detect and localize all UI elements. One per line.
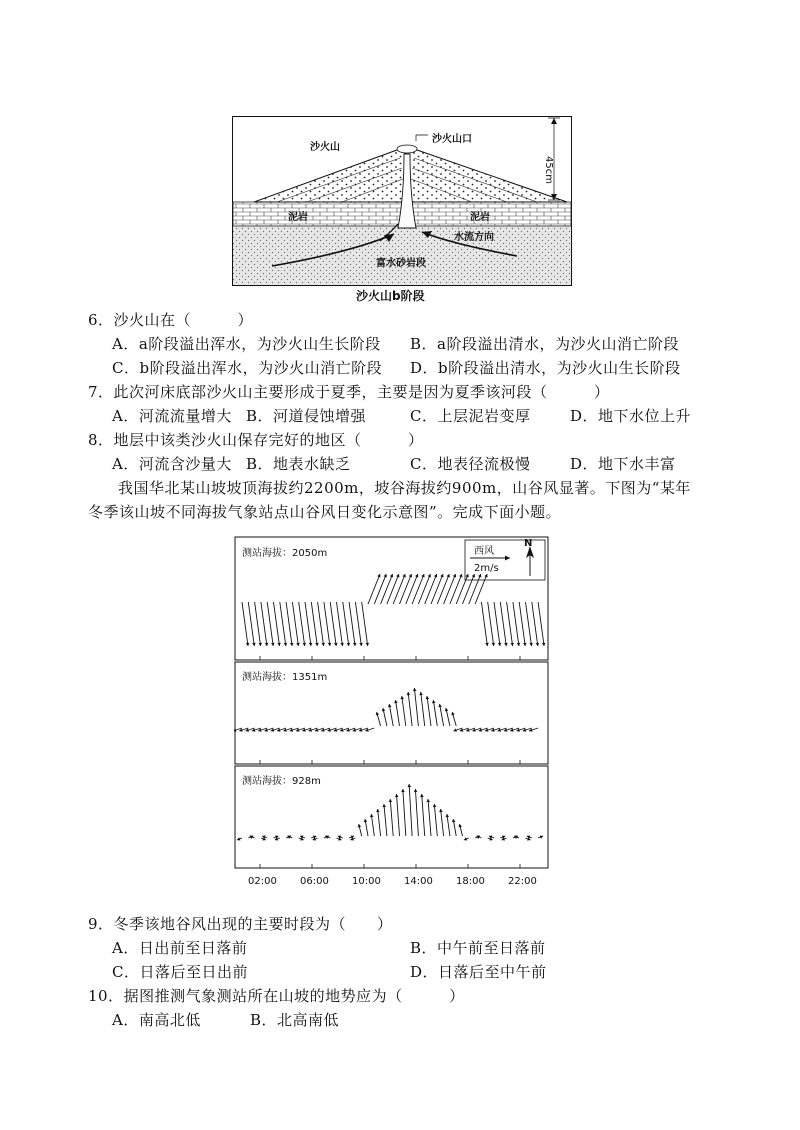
tick-label: 02:00 [248, 876, 277, 887]
label-flow-direction: 水流方向 [454, 232, 494, 243]
question-9: 9．冬季该地谷风出现的主要时段为（ ） [88, 915, 393, 933]
tick-label: 06:00 [300, 876, 329, 887]
sand-volcano-figure [232, 116, 572, 286]
q8-option-d: D．地下水丰富 [570, 455, 676, 473]
q8-option-c: C．地表径流极慢 [410, 455, 531, 473]
wind-vector-chart [234, 536, 550, 892]
q9-option-c: C．日落后至日出前 [112, 963, 248, 981]
q6-option-d: D．b阶段溢出清水，为沙火山生长阶段 [410, 359, 681, 377]
q10-option-a: A．南高北低 [112, 1011, 201, 1029]
q7-option-a: A．河流流量增大 [112, 407, 232, 425]
q6-option-c: C．b阶段溢出浑水，为沙火山消亡阶段 [112, 359, 383, 377]
label-volcano: 沙火山 [310, 142, 340, 153]
q7-option-c: C．上层泥岩变厚 [410, 407, 531, 425]
q6-option-a: A．a阶段溢出浑水，为沙火山生长阶段 [112, 335, 381, 353]
tick-label: 14:00 [404, 876, 433, 887]
tick-label: 18:00 [456, 876, 485, 887]
figure1-caption: 沙火山b阶段 [356, 289, 425, 303]
time-axis [234, 876, 550, 890]
tick-label: 22:00 [508, 876, 537, 887]
label-crater: 沙火山口 [432, 134, 472, 145]
label-aquifer: 富水砂岩段 [376, 258, 426, 269]
question-6: 6．沙火山在（ ） [88, 311, 254, 329]
question-7: 7．此次河床底部沙火山主要形成于夏季，主要是因为夏季该河段（ ） [88, 383, 610, 401]
legend-title: 西风 [474, 546, 494, 557]
panel-label-1351: 测站海拔：1351m [242, 672, 328, 683]
q9-option-a: A．日出前至日落前 [112, 939, 248, 957]
q7-option-d: D．地下水位上升 [570, 407, 692, 425]
q8-option-a: A．河流含沙量大 [112, 455, 232, 473]
q7-option-b: B．河道侵蚀增强 [246, 407, 367, 425]
legend-speed: 2m/s [474, 563, 499, 574]
question-10: 10．据图推测气象测站所在山坡的地势应为（ ） [88, 987, 465, 1005]
panel-label-928: 测站海拔：928m [242, 776, 321, 787]
q6-option-b: B．a阶段溢出清水，为沙火山消亡阶段 [410, 335, 679, 353]
q9-option-d: D．日落后至中午前 [410, 963, 547, 981]
q8-option-b: B．地表水缺乏 [246, 455, 351, 473]
intro-line-2: 冬季该山坡不同海拔气象站点山谷风日变化示意图”。完成下面小题。 [88, 503, 562, 521]
tick-label: 10:00 [352, 876, 381, 887]
label-mudstone-left: 泥岩 [288, 212, 308, 223]
intro-line-1: 我国华北某山坡坡顶海拔约2200m，坡谷海拔约900m，山谷风显著。下图为“某年 [118, 479, 691, 497]
q9-option-b: B．中午前至日落前 [410, 939, 546, 957]
panel-label-2050: 测站海拔：2050m [242, 548, 328, 559]
question-8: 8．地层中该类沙火山保存完好的地区（ ） [88, 431, 424, 449]
north-label: N [524, 538, 533, 549]
label-height: 45cm [543, 156, 554, 184]
label-mudstone-right: 泥岩 [470, 212, 490, 223]
q10-option-b: B．北高南低 [250, 1011, 340, 1029]
wind-vector-figure [234, 536, 550, 892]
